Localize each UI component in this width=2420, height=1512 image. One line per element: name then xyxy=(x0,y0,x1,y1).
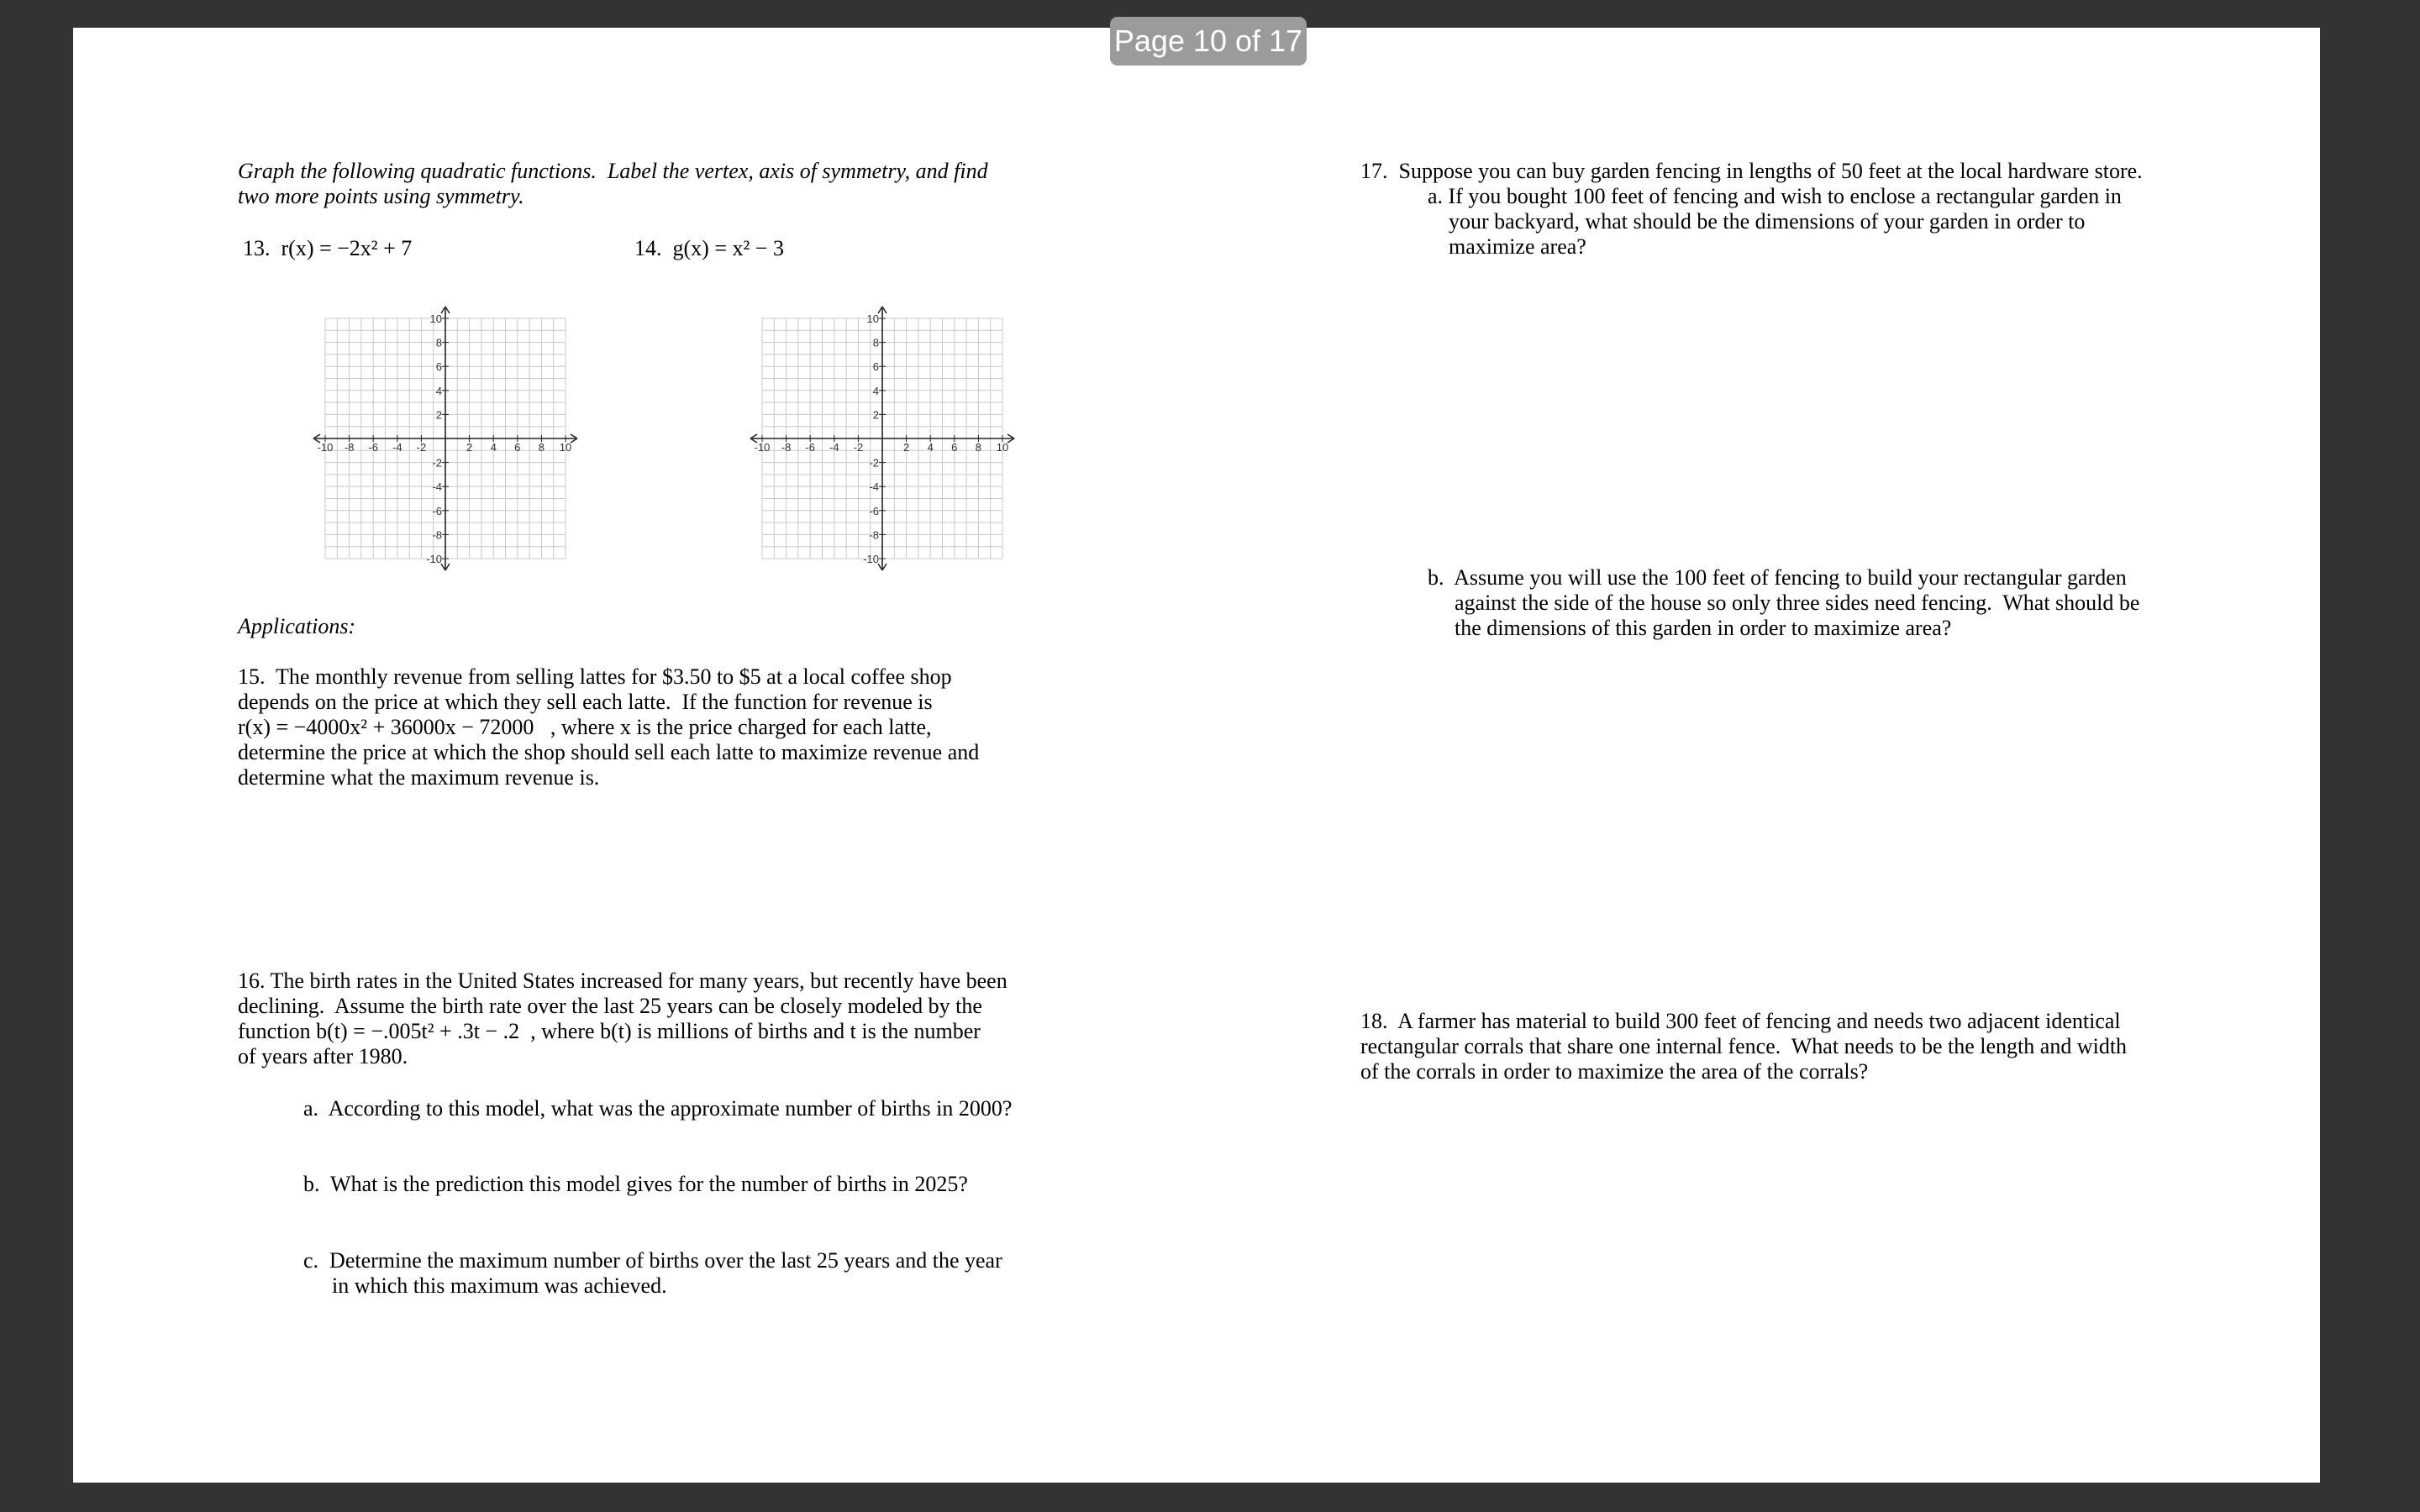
x-tick-label: -4 xyxy=(392,441,402,454)
question-18-line: rectangular corrals that share one internal fence. What needs to be the length and width xyxy=(1360,1034,2128,1058)
question-18-line: 18. A farmer has material to build 300 feet of fencing and needs two adjacent identical xyxy=(1360,1009,2121,1033)
question-16-line: of years after 1980. xyxy=(238,1044,408,1068)
x-tick-label: -6 xyxy=(805,441,815,454)
question-17a-line: your backyard, what should be the dimensions of your garden in order to xyxy=(1449,209,2086,234)
y-tick-label: -6 xyxy=(869,504,879,517)
y-tick-label: 8 xyxy=(435,336,442,349)
y-tick-label: -8 xyxy=(432,528,442,542)
question-15-line: 15. The monthly revenue from selling lattes for $3.50 to $5 at a local coffee shop xyxy=(238,664,952,689)
question-16c-line-2: in which this maximum was achieved. xyxy=(332,1273,667,1298)
y-tick-label: -10 xyxy=(426,553,442,565)
y-tick-label: 8 xyxy=(872,336,879,349)
y-tick-label: -2 xyxy=(432,456,442,470)
x-tick-label: 8 xyxy=(975,441,982,454)
x-tick-label: 6 xyxy=(514,441,521,454)
question-15-line: r(x) = −4000x² + 36000x − 72000 , where x is the price charged for each latte, xyxy=(238,715,932,739)
x-tick-label: -8 xyxy=(781,441,792,454)
question-15-line: determine what the maximum revenue is. xyxy=(238,765,600,790)
x-tick-label: 10 xyxy=(559,441,572,454)
question-18-line: of the corrals in order to maximize the area of the corrals? xyxy=(1360,1059,1869,1084)
x-tick-label: -2 xyxy=(853,441,864,454)
question-16-line: declining. Assume the birth rate over the last 25 years can be closely modeled by the xyxy=(238,994,982,1018)
x-tick-label: -8 xyxy=(344,441,355,454)
page-indicator: Page 10 of 17 xyxy=(1110,17,1307,66)
question-17: 17. Suppose you can buy garden fencing in lengths of 50 feet at the local hardware store. xyxy=(1360,159,2143,183)
question-16-line: 16. The birth rates in the United States increased for many years, but recently have been xyxy=(238,969,1007,993)
x-tick-label: -4 xyxy=(829,441,839,454)
question-17a-line: a. If you bought 100 feet of fencing and wish to enclose a rectangular garden in xyxy=(1428,184,2122,208)
y-tick-label: -4 xyxy=(869,480,879,494)
y-tick-label: 4 xyxy=(872,384,879,397)
question-14: 14. g(x) = x² − 3 xyxy=(634,236,784,260)
y-tick-label: -4 xyxy=(432,480,442,494)
x-tick-label: 8 xyxy=(538,441,545,454)
question-17b-line: against the side of the house so only three sides need fencing. What should be xyxy=(1455,591,2140,615)
y-tick-label: 2 xyxy=(872,408,879,422)
question-16c-line-1: c. Determine the maximum number of births over the last 25 years and the year xyxy=(303,1248,1002,1273)
document-page xyxy=(73,28,2320,1483)
y-tick-label: -2 xyxy=(869,456,879,470)
question-16a: a. According to this model, what was the approximate number of births in 2000? xyxy=(303,1096,1013,1121)
x-tick-label: 4 xyxy=(927,441,934,454)
applications-heading: Applications: xyxy=(238,614,356,638)
question-13: 13. r(x) = −2x² + 7 xyxy=(243,236,413,260)
x-tick-label: 2 xyxy=(902,441,910,454)
y-tick-label: 6 xyxy=(872,360,879,374)
graph-grid-14[interactable] xyxy=(745,302,1023,601)
x-tick-label: 10 xyxy=(996,441,1009,454)
x-tick-label: 6 xyxy=(951,441,958,454)
instructions-line-2: two more points using symmetry. xyxy=(238,184,524,208)
y-tick-label: -8 xyxy=(869,528,879,542)
y-tick-label: 10 xyxy=(429,312,442,325)
question-17b-line: the dimensions of this garden in order to maximize area? xyxy=(1455,616,1952,640)
question-15-line: determine the price at which the shop should sell each latte to maximize revenue and xyxy=(238,740,980,764)
y-tick-label: 10 xyxy=(866,312,879,325)
question-15-line: depends on the price at which they sell each latte. If the function for revenue is xyxy=(238,690,933,714)
x-tick-label: -6 xyxy=(368,441,378,454)
x-tick-label: -10 xyxy=(317,441,334,454)
x-tick-label: 2 xyxy=(466,441,473,454)
y-tick-label: -6 xyxy=(432,504,442,517)
y-tick-label: -10 xyxy=(863,553,879,565)
x-tick-label: -10 xyxy=(754,441,771,454)
question-17b-line: b. Assume you will use the 100 feet of fencing to build your rectangular garden xyxy=(1428,565,2127,590)
question-16b: b. What is the prediction this model gives for the number of births in 2025? xyxy=(303,1172,968,1196)
question-17a-line: maximize area? xyxy=(1449,234,1586,259)
y-tick-label: 6 xyxy=(435,360,442,374)
y-tick-label: 2 xyxy=(435,408,442,422)
x-tick-label: -2 xyxy=(416,441,427,454)
x-tick-label: 4 xyxy=(490,441,497,454)
y-tick-label: 4 xyxy=(435,384,442,397)
instructions-line-1: Graph the following quadratic functions. Label the vertex, axis of symmetry, and find xyxy=(238,159,988,183)
question-16-line: function b(t) = −.005t² + .3t − .2 , where b(t) is millions of births and t is the number xyxy=(238,1019,981,1043)
graph-grid-13[interactable] xyxy=(308,302,586,601)
